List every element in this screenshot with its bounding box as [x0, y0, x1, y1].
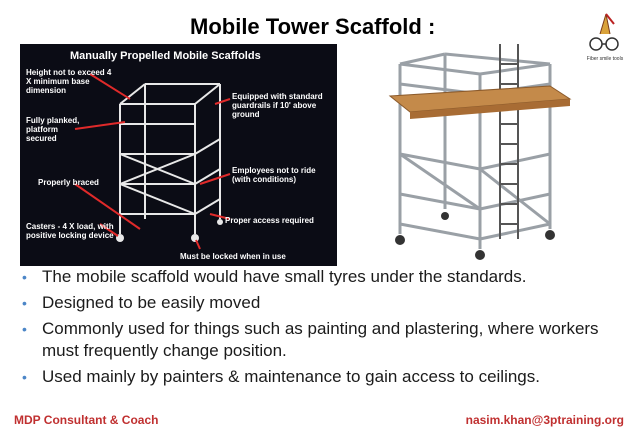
- scaffold-diagram-photo: [20, 44, 337, 266]
- footer-email-link[interactable]: nasim.khan@3ptraining.org: [465, 413, 624, 427]
- callout-braced: Properly braced: [38, 178, 99, 187]
- bullet-item: [20, 366, 630, 388]
- callout-employees: Employees not to ride (with conditions): [232, 166, 316, 184]
- callout-casters: Casters - 4 X load, with positive locking device: [26, 222, 114, 240]
- diagram-heading: Manually Propelled Mobile Scaffolds: [70, 50, 261, 62]
- callout-height: Height not to exceed 4 X minimum base dimension: [26, 68, 112, 95]
- bullet-text: Commonly used for things such as painting and plastering, where workers must frequently change position.: [42, 319, 599, 360]
- bullet-list: [20, 266, 630, 392]
- bullet-item: [20, 266, 630, 288]
- bullet-text: Designed to be easily moved: [42, 293, 261, 312]
- bullet-dot-icon: •: [22, 369, 27, 385]
- scaffold-tower-icon: [370, 44, 582, 266]
- callout-access: Proper access required: [225, 216, 314, 225]
- callout-locked: Must be locked when in use: [180, 252, 286, 261]
- bullet-text: The mobile scaffold would have small tyres under the standards.: [42, 267, 527, 286]
- bullet-text: Used mainly by painters & maintenance to gain access to ceilings.: [42, 367, 540, 386]
- callout-guardrails: Equipped with standard guardrails if 10' above ground: [232, 92, 323, 119]
- logo-caption: Fiber smile tools: [586, 56, 624, 62]
- bullet-dot-icon: •: [22, 321, 27, 337]
- slide-title: Mobile Tower Scaffold :: [190, 14, 436, 39]
- logo: [580, 6, 630, 66]
- bullet-item: [20, 292, 630, 314]
- bullet-item: [20, 318, 630, 362]
- bullet-dot-icon: •: [22, 269, 27, 285]
- logo-icon: [580, 6, 630, 66]
- callout-planked: Fully planked, platform secured: [26, 116, 80, 143]
- bullet-dot-icon: •: [22, 295, 27, 311]
- mobile-tower-scaffold-image: [370, 44, 582, 266]
- footer-consultant: MDP Consultant & Coach: [14, 413, 159, 427]
